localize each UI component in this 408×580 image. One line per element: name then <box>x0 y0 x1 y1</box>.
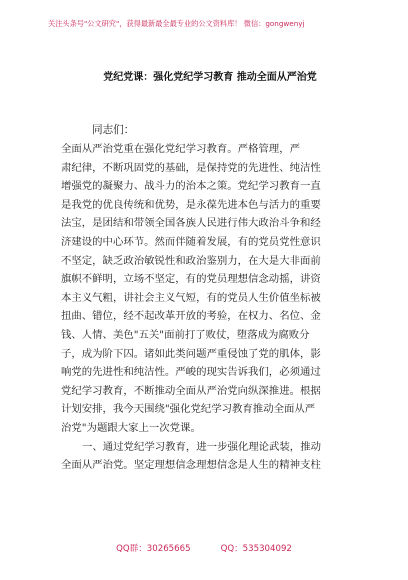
body-line-10: 扭曲、错位，经不起改革开放的考验，在权力、名位、金 <box>61 310 321 323</box>
body-line-15: 计划安排，我今天围绕"强化党纪学习教育推动全面从严 <box>61 403 316 416</box>
body-line-14: 党纪学习教育，不断推动全面从严治党向纵深推进。根据 <box>61 384 321 397</box>
top-banner-text: 关注头条号"公文研究"，获得最新最全最专业的公文资料库！ 微信：gongwenyj <box>48 19 305 28</box>
body-line-18: 全面从严治党。坚定理想信念理想信念是人生的精神支柱 <box>61 459 321 472</box>
body-line-7: 不坚定，缺乏政治敏锐性和政治鉴别力，在大是大非面前 <box>61 254 321 267</box>
document-title: 党纪党课：强化党纪学习教育 推动全面从严治党 <box>103 72 317 83</box>
greeting-text: 同志们： <box>92 124 135 136</box>
body-line-13: 响党的先进性和纯洁性。严峻的现实告诉我们，必须通过 <box>61 366 321 379</box>
body-line-2: 肃纪律，不断巩固党的基础，是保持党的先进性、纯洁性 <box>61 161 321 174</box>
body-line-6: 济建设的中心环节。然而伴随着发展，有的党员党性意识 <box>61 235 321 248</box>
body-line-4: 是我党的优良传统和优势，是永葆先进本色与活力的重要 <box>61 198 321 211</box>
footer-contact <box>0 542 408 554</box>
body-line-11: 钱、人情、美色"五关"面前打了败仗，堕落成为腐败分 <box>61 328 310 341</box>
body-line-3: 增强党的凝聚力、战斗力的治本之策。党纪学习教育一直 <box>61 180 321 193</box>
body-line-16: 治党"为题跟大家上一次党课。 <box>61 421 201 434</box>
section-heading-line: 一、通过党纪学习教育，进一步强化理论武装，推动 <box>82 440 321 453</box>
body-line-5: 法宝，是团结和带领全国各族人民进行伟大政治斗争和经 <box>61 217 321 230</box>
body-text <box>61 140 361 475</box>
body-line-9: 本主义气粗，讲社会主义气短，有的党员人生价值坐标被 <box>61 291 321 304</box>
footer-qq-number: QQ：535304092 <box>220 544 292 554</box>
footer-qq-group: QQ群：30265665 <box>116 544 191 554</box>
body-line-1: 全面从严治党重在强化党纪学习教育。严格管理，严 <box>61 143 300 155</box>
body-line-12: 子，成为阶下囚。诸如此类问题严重侵蚀了党的肌体，影 <box>61 347 321 360</box>
body-line-8: 旗帜不鲜明，立场不坚定，有的党员理想信念动摇，讲资 <box>61 273 321 286</box>
